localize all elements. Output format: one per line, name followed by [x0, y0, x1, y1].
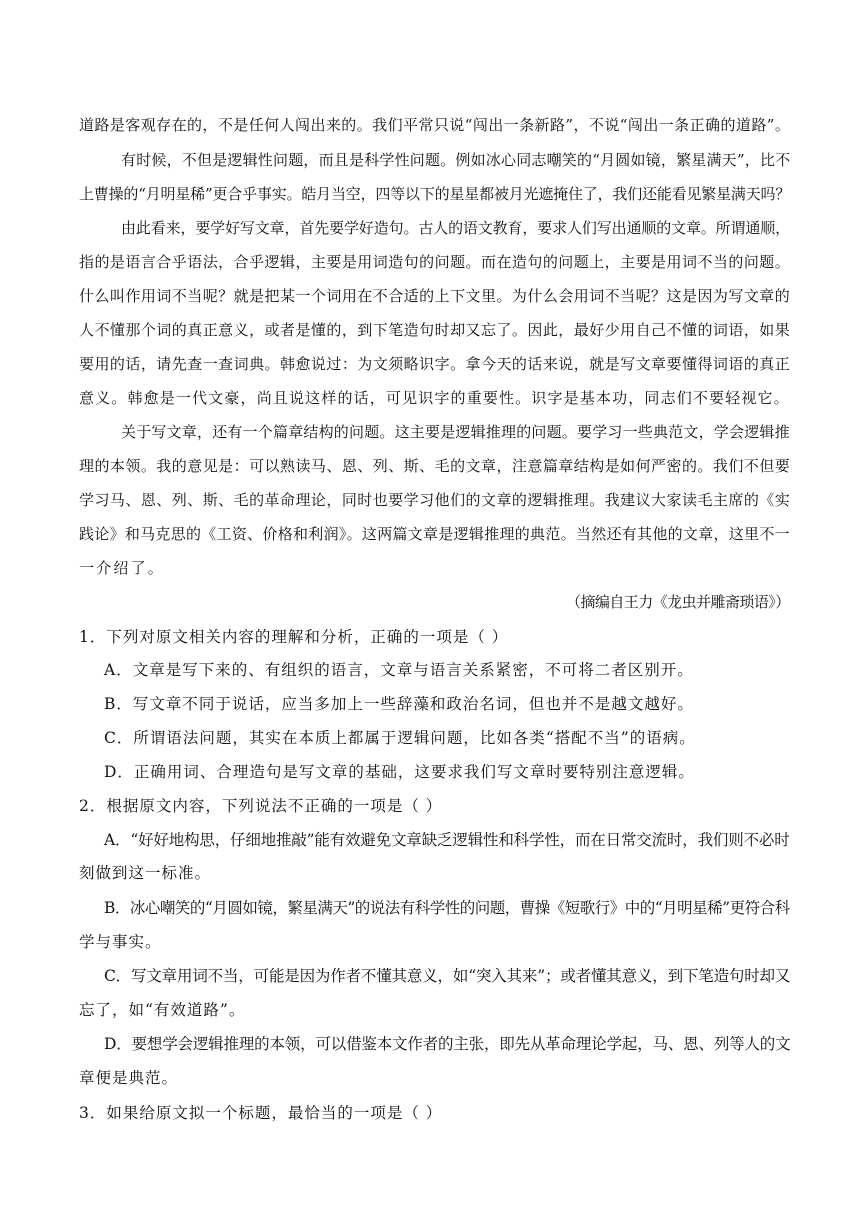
passage-line: 上曹操的“月明星稀”更合乎事实。皓月当空，四等以下的星星都被月光遮掩住了，我们还能看见繁星满天吗？ — [79, 185, 791, 203]
option-c: C．所谓语法问题，其实在本质上都属于逻辑问题，比如各类“搭配不当”的语病。 — [104, 729, 696, 747]
passage-line: 指的是语言合乎语法，合乎逻辑，主要是用词造句的问题。而在造句的问题上，主要是用词不当的问题。 — [79, 253, 791, 271]
passage-line: 一介绍了。 — [79, 559, 166, 577]
passage-line: 意义。韩愈是一代文豪，尚且说这样的话，可见识字的重要性。识字是基本功，同志们不要轻视它。 — [79, 389, 790, 407]
option-a: A．文章是写下来的、有组织的语言，文章与语言关系紧密，不可将二者区别开。 — [104, 661, 694, 679]
passage-line: 人不懂那个词的真正意义，或者是懂的，到下笔造句时却又忘了。因此，最好少用自己不懂的词语，如果 — [79, 321, 791, 339]
passage-line: 要用的话，请先查一查词典。韩愈说过：为文须略识字。拿今天的话来说，就是写文章要懂得词语的真正 — [79, 355, 791, 373]
passage-source: （摘编自王力《龙虫并雕斋琐语》） — [566, 593, 790, 611]
option-b-cont: 学与事实。 — [79, 933, 162, 951]
passage-line: 由此看来，要学好写文章，首先要学好造句。古人的语文教育，要求人们写出通顺的文章。所谓通顺， — [121, 219, 791, 237]
option-d: D．要想学会逻辑推理的本领，可以借鉴本文作者的主张，即先从革命理论学起，马、恩、列等人的文 — [104, 1035, 791, 1053]
question-stem: 1．下列对原文相关内容的理解和分析，正确的一项是（ ） — [79, 628, 509, 646]
passage-line: 关于写文章，还有一个篇章结构的问题。这主要是逻辑推理的问题。要学习一些典范文，学会逻辑推 — [121, 423, 790, 441]
option-a-cont: 刻做到这一标准。 — [79, 864, 212, 882]
passage-line: 学习马、恩、列、斯、毛的革命理论，同时也要学习他们的文章的逻辑推理。我建议大家读毛主席的《实 — [79, 491, 791, 509]
option-d: D．正确用词、合理造句是写文章的基础，这要求我们写文章时要特别注意逻辑。 — [104, 763, 695, 781]
passage-line: 有时候，不但是逻辑性问题，而且是科学性问题。例如冰心同志嘲笑的“月圆如镜，繁星满天”，比不 — [121, 151, 791, 169]
option-b: B．冰心嘲笑的“月圆如镜，繁星满天”的说法有科学性的问题，曹操《短歌行》中的“月明星稀”更符合科 — [104, 899, 790, 917]
option-b: B．写文章不同于说话，应当多加上一些辞藻和政治名词，但也并不是越文越好。 — [104, 695, 694, 713]
passage-line: 道路是客观存在的，不是任何人闯出来的。我们平常只说“闯出一条新路”，不说“闯出一条正确的道路”。 — [79, 116, 791, 134]
option-c: C．写文章用词不当，可能是因为作者不懂其意义，如“突入其来”；或者懂其意义，到下笔造句时却又 — [104, 967, 791, 985]
passage-line: 理的本领。我的意见是：可以熟读马、恩、列、斯、毛的文章，注意篇章结构是如何严密的。我们不但要 — [79, 457, 791, 475]
option-a: A．“好好地构思，仔细地推敲”能有效避免文章缺乏逻辑性和科学性，而在日常交流时，我们则不必时 — [104, 831, 790, 849]
option-d-cont: 章便是典范。 — [79, 1069, 179, 1087]
passage-line: 践论》和马克思的《工资、价格和利润》。这两篇文章是逻辑推理的典范。当然还有其他的文章，这里不一 — [79, 525, 790, 543]
passage-line: 什么叫作用词不当呢？就是把某一个词用在不合适的上下文里。为什么会用词不当呢？这是因为写文章的 — [79, 287, 791, 305]
question-stem: 2．根据原文内容，下列说法不正确的一项是（ ） — [79, 797, 443, 815]
option-c-cont: 忘了，如“有效道路”。 — [79, 1001, 246, 1019]
question-stem: 3．如果给原文拟一个标题，最恰当的一项是（ ） — [79, 1104, 443, 1122]
